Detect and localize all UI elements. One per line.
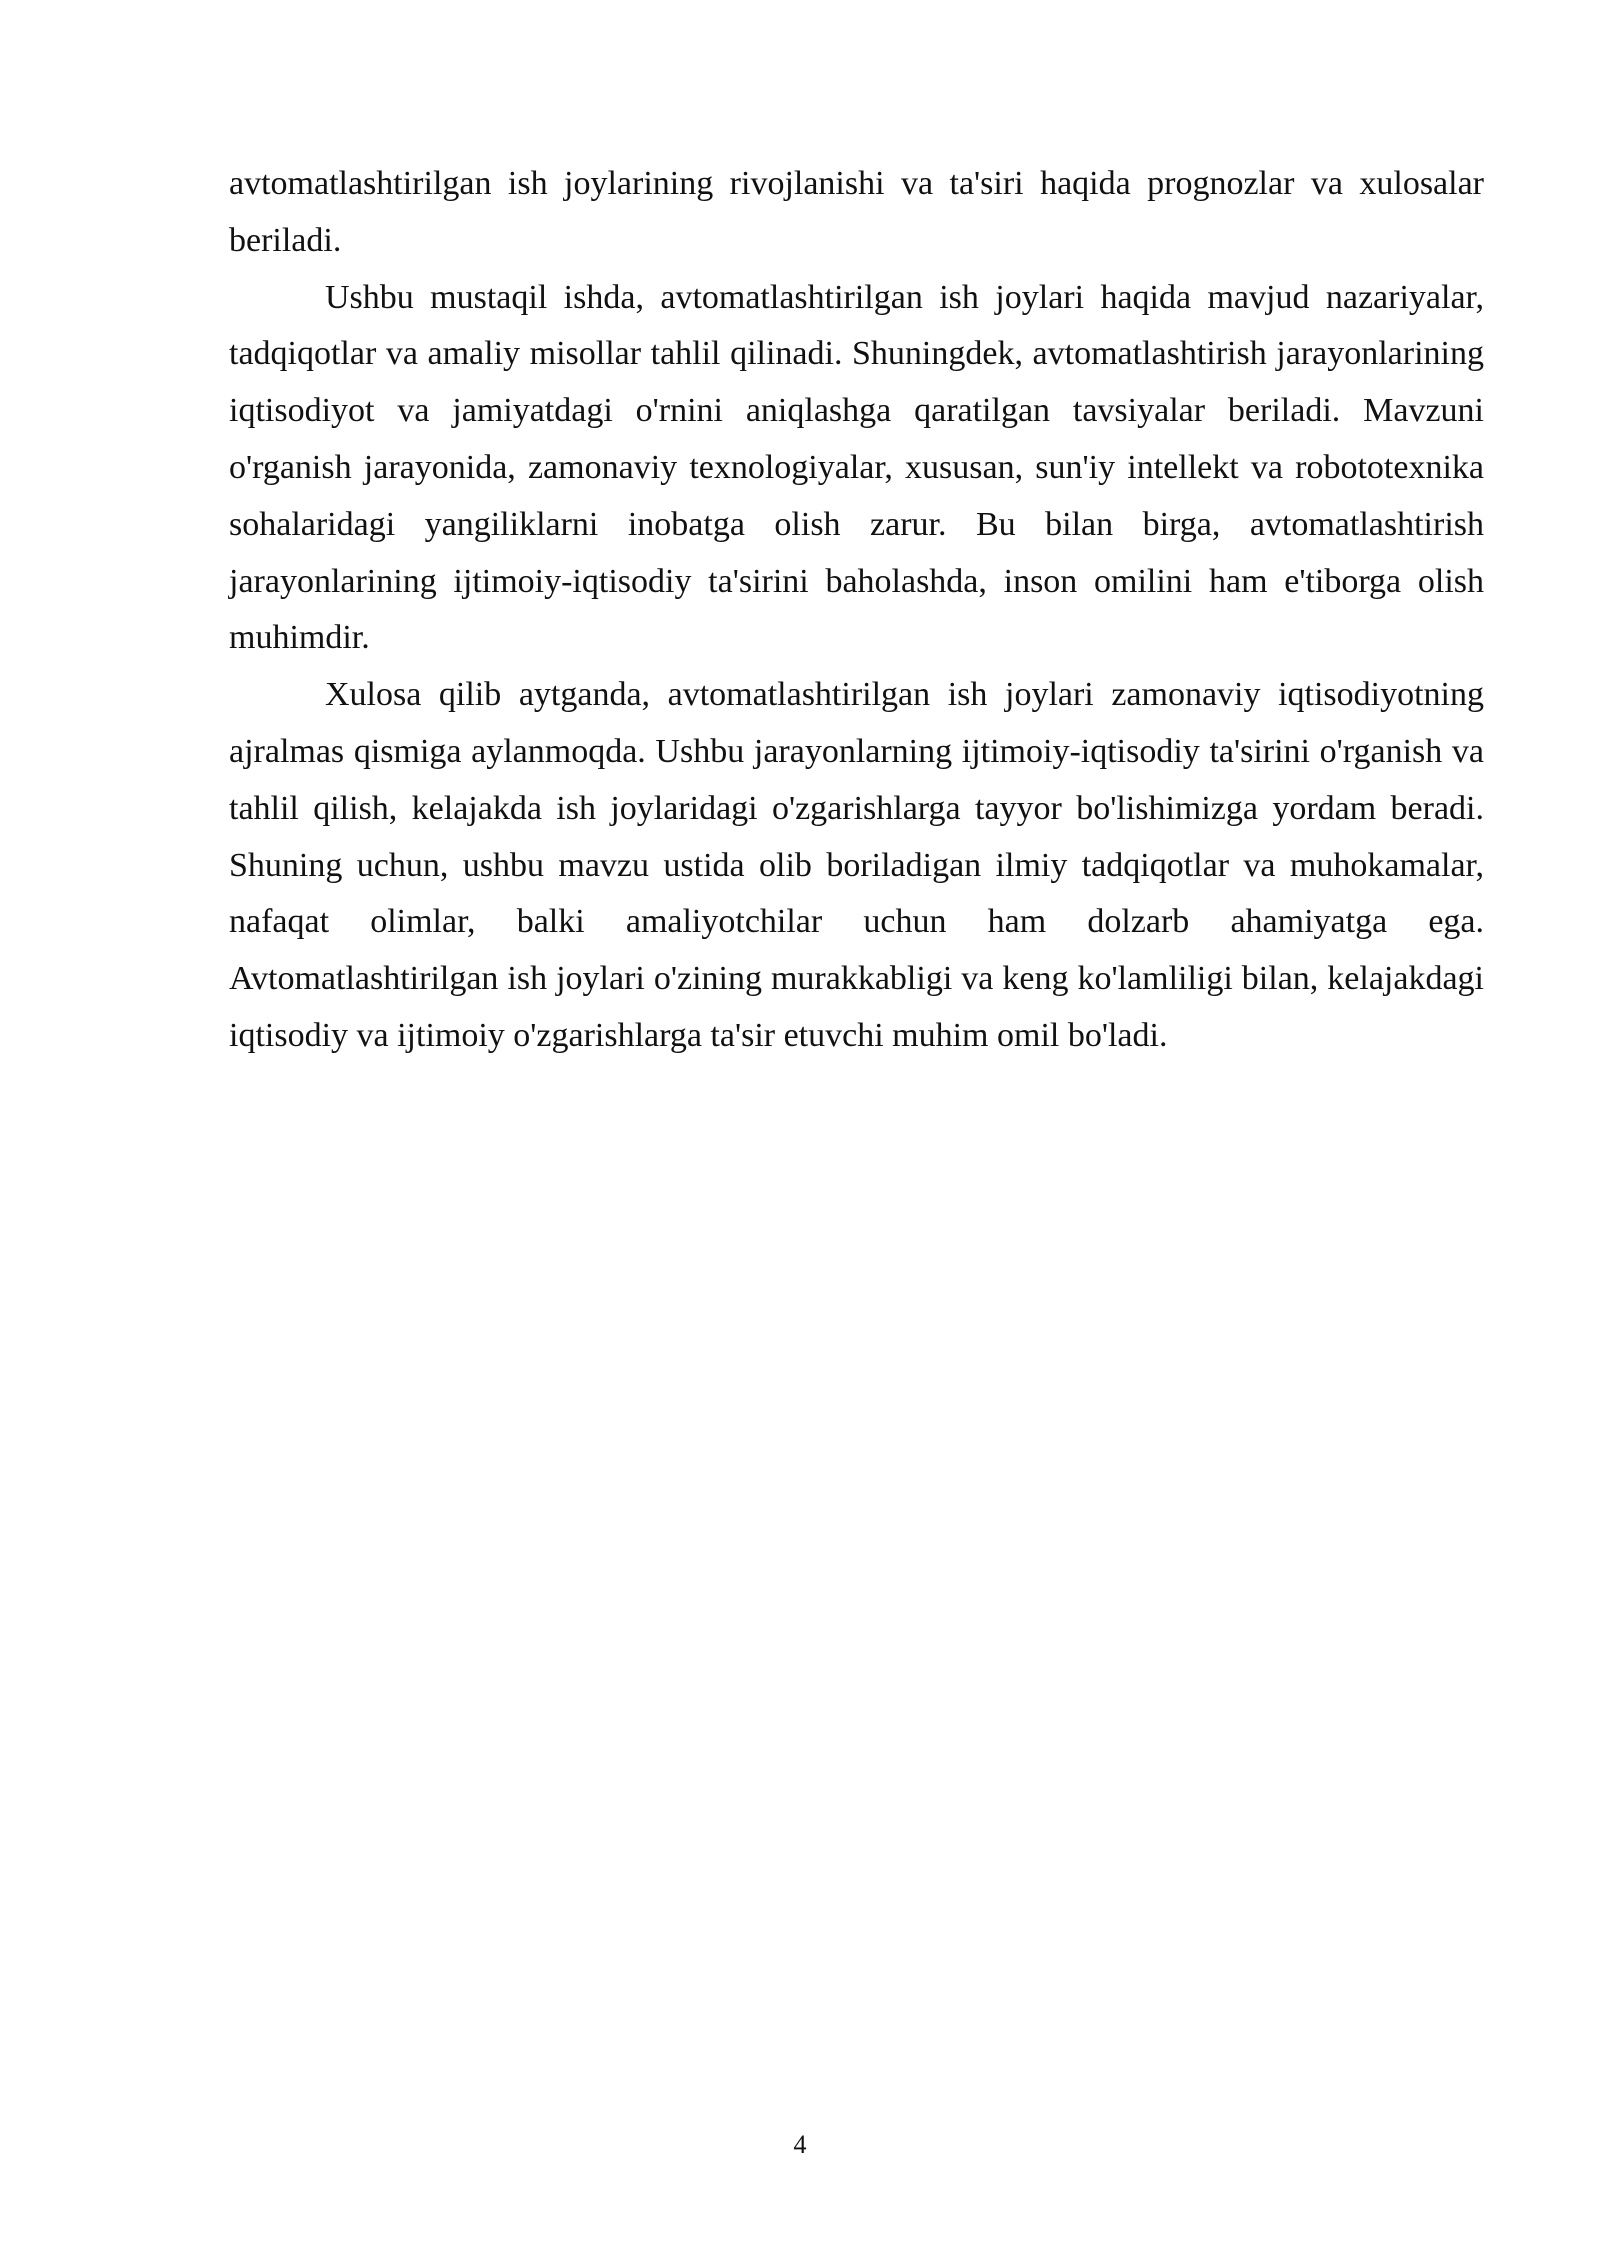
paragraph-continuation: avtomatlashtirilgan ish joylarining rivojlanishi va ta'siri haqida prognozlar va xulosalar beriladi. [229,165,1484,259]
paragraph: Ushbu mustaqil ishda, avtomatlashtirilgan ish joylari haqida mavjud nazariyalar, tadqiqotlar va amaliy misollar tahlil qilinadi. Shuningdek, avtomatlashtirish jarayonlarining iqtisodiyot va jamiyatdagi o'rnini aniqlashga qaratilgan tavsiyalar beriladi. Mavzuni o'rganish jarayonida, zamonaviy texnologiyalar, xususan, sun'iy intellekt va robototexnika sohalaridagi yangiliklarni inobatga olish zarur. Bu bilan birga, avtomatlashtirish jarayonlarining ijtimoiy-iqtisodiy ta'sirini baholashda, inson omilini ham e'tiborga olish muhimdir. [229,278,1484,657]
body-text [229,156,1484,1065]
page-number: 4 [793,2130,807,2159]
paragraph: Xulosa qilib aytganda, avtomatlashtirilgan ish joylari zamonaviy iqtisodiyotning ajralmas qismiga aylanmoqda. Ushbu jarayonlarning ijtimoiy-iqtisodiy ta'sirini o'rganish va tahlil qilish, kelajakda ish joylaridagi o'zgarishlarga tayyor bo'lishimizga yordam beradi. Shuning uchun, ushbu mavzu ustida olib boriladigan ilmiy tadqiqotlar va muhokamalar, nafaqat olimlar, balki amaliyotchilar uchun ham dolzarb ahamiyatga ega. Avtomatlashtirilgan ish joylari o'zining murakkabligi va keng ko'lamliligi bilan, kelajakdagi iqtisodiy va ijtimoiy o'zgarishlarga ta'sir etuvchi muhim omil bo'ladi. [229,676,1484,1054]
